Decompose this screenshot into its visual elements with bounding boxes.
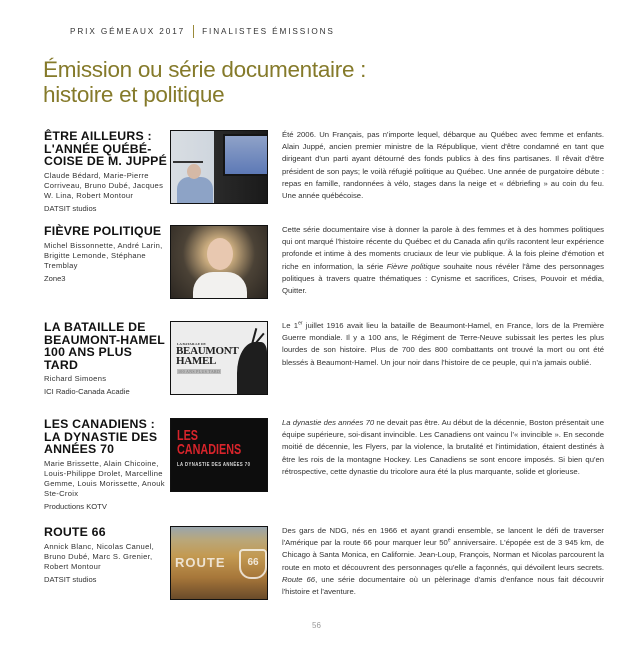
entry-producer: DATSIT studios: [44, 203, 97, 213]
page-title: [43, 57, 366, 107]
page-title-line-2: histoire et politique: [43, 82, 225, 107]
superscript-text: e: [447, 537, 451, 544]
entry-producer: Zone3: [44, 273, 66, 283]
poster-title: [177, 429, 241, 457]
entry-producer: Productions KOTV: [44, 501, 107, 511]
description-text: juillet 1916 avait lieu la bataille de Beaumont-Hamel, en France, lors de la Première Guerre mondiale. Il y a 100 ans, le Régiment de Terre-Neuve subissait les pertes les plus lourdes de son histoire. Plus de 700 des 800 combattants ont trouvé la mort ou ont été blessés à Beaumont-Hamel. Un jour noir dans l'histoire de ce peuple, qui n'a jamais oublié.: [282, 321, 605, 367]
entry-description: [282, 320, 604, 369]
description-text: ne devait pas être. Au début de la décennie, Boston présentait une équipe supérieure, soi-disant invincible. Les Canadiens ont vaincu l'« invincible ». En seconde moitié de décennie, les Flyers, par la violence, la brutalité et l'intimidation, étaient destinés à être les rois de la montagne Hockey. Les Canadiens se sont encore imposés. Si bien qu'en rétrospective, cette dynastie du tricolore aura été la plus marquante, solide et glorieuse.: [282, 418, 604, 476]
italic-title-text: La dynastie des années 70: [282, 418, 375, 427]
entry-description: [282, 525, 604, 598]
italic-title-text: Fièvre politique: [386, 261, 440, 271]
route-shield-icon: 66: [239, 549, 267, 579]
description-text: anniversaire. L'épopée est de 3 945 km, de Chicago à Santa Monica, en Californie. Jean-Loup, François, Norman et Nicolas parcourent la route en moto et découvrent des personnages qu'elle a façonnés, qui dévoilent leurs secrets.: [282, 538, 604, 572]
entry-description: [282, 224, 604, 297]
entry-info: [44, 526, 168, 585]
entry-title-line: ÊTRE AILLEURS :: [44, 129, 152, 143]
entry-title-line: ROUTE 66: [44, 525, 106, 539]
entry-title: [44, 225, 168, 238]
entry-title-line: COISE DE M. JUPPÉ: [44, 154, 167, 169]
woman-portrait-photo: [170, 225, 268, 299]
entry-title-line: LES CANADIENS :: [44, 417, 155, 431]
monitor-shape: [223, 134, 268, 176]
entry-credits: Michel Bissonnette, André Larin, Brigitte Lemonde, Stéphane Tremblay: [44, 240, 163, 270]
poster-title-line: BEAUMONT: [176, 345, 239, 357]
entry-credits: Annick Blanc, Nicolas Canuel, Bruno Dubé, Marc S. Grenier, Robert Montour: [44, 541, 154, 571]
poster-title: [176, 346, 238, 366]
description-text: Des gars de NDG, nés en 1966 et ayant grandi ensemble, se lancent le défi de traverser l'Amérique par la route 66 pour marquer leur 50: [282, 526, 604, 548]
caribou-silhouette: [237, 342, 267, 394]
entry-credits: Claude Bédard, Marie-Pierre Corriveau, Bruno Dubé, Jacques W. Lina, Robert Montour: [44, 170, 164, 200]
entry-description: [282, 129, 604, 202]
boom-mic-shape: [173, 161, 203, 163]
entry-title-line: LA BATAILLE DE: [44, 320, 146, 334]
entry-title: [44, 418, 168, 456]
description-text: Cette série documentaire vise à donner la parole à des femmes et à des hommes politiques qui ont marqué l'histoire récente du Québec et du Canada afin qu'ils racontent leur expérience profonde et intime à des moments cruciaux de leur vie publique. À la fois pleine d'émotion et riche en information, la série: [282, 225, 604, 271]
entry-title-line: BEAUMONT-HAMEL: [44, 332, 165, 347]
entry-title-line: ANNÉES 70: [44, 442, 115, 457]
page-title-line-1: Émission ou série documentaire :: [43, 57, 367, 82]
poster-title: ROUTE: [175, 555, 226, 570]
entry-title-line: LA DYNASTIE DES: [44, 429, 158, 444]
poster-title-line: CANADIENS: [177, 441, 242, 458]
entry-title: [44, 321, 168, 371]
entry-info: [44, 130, 168, 214]
poster-title-line: LES: [177, 427, 199, 444]
les-canadiens-poster: [170, 418, 268, 492]
interview-studio-photo: [170, 130, 268, 204]
superscript-text: er: [298, 320, 303, 327]
person-shape: [177, 177, 213, 203]
entry-description: [282, 417, 604, 478]
entry-producer: DATSIT studios: [44, 574, 97, 584]
route-66-poster: [170, 526, 268, 600]
page-number: 56: [312, 621, 321, 630]
description-text: souhaite nous révéler l'âme des personnages politiques à travers quatre thématiques : Cynisme et sacrifices, Crises, Pouvoir et média, Quitter.: [282, 261, 604, 296]
description-text: Été 2006. Un Français, pas n'importe lequel, débarque au Québec avec femme et enfants. Alain Juppé, ancien premier ministre de la République, vient d'être condamné en tant que dirigeant d'un parti ayant détourné des fonds publics à des fins partisanes. Il rêvait d'être président de son pays; le voilà réfugié politique au Québec. Une année de purgatoire débute : repas en famille, randonnées à vélo, stages dans la neige et « débriefing » au coin du feu. Une année québécoise.: [282, 130, 604, 201]
header-publication: PRIX GÉMEAUX 2017: [70, 27, 186, 36]
entry-info: [44, 321, 168, 397]
shirt-shape: [193, 272, 247, 299]
header-separator: [193, 25, 194, 38]
entry-title: [44, 526, 168, 539]
entry-producer: ICI Radio-Canada Acadie: [44, 387, 130, 397]
description-text: , une série documentaire où un pèlerinage d'amis d'enfance nous fait découvrir l'histoire et l'aventure.: [282, 574, 604, 597]
poster-subtitle: 100 ANS PLUS TARD: [178, 369, 221, 374]
description-text: Le 1: [282, 321, 299, 330]
poster-subtitle: LA DYNASTIE DES ANNÉES 70: [177, 462, 251, 468]
entry-title-line: 100 ANS PLUS TARD: [44, 345, 133, 372]
entry-info: [44, 418, 168, 512]
entry-title-line: FIÈVRE POLITIQUE: [44, 224, 162, 238]
entry-info: [44, 225, 168, 284]
entry-credits: Marie Brissette, Alain Chicoine, Louis-Philippe Drolet, Marcelline Gemme, Louis Morissette, Anouk Ste-Croix: [44, 458, 165, 498]
poster-small-text: LA BATAILLE DE: [177, 342, 206, 346]
beaumont-hamel-poster: [170, 321, 268, 395]
face-shape: [207, 238, 233, 270]
entry-credits: Richard Simoens: [44, 374, 107, 384]
entry-title-line: L'ANNÉE QUÉBÉ-: [44, 141, 152, 156]
poster-title-line: HAMEL: [176, 355, 217, 367]
running-header: [70, 25, 335, 38]
header-section: FINALISTES ÉMISSIONS: [202, 27, 335, 36]
head-shape: [187, 164, 201, 179]
entry-title: [44, 130, 168, 168]
italic-title-text: Route 66: [282, 574, 316, 584]
